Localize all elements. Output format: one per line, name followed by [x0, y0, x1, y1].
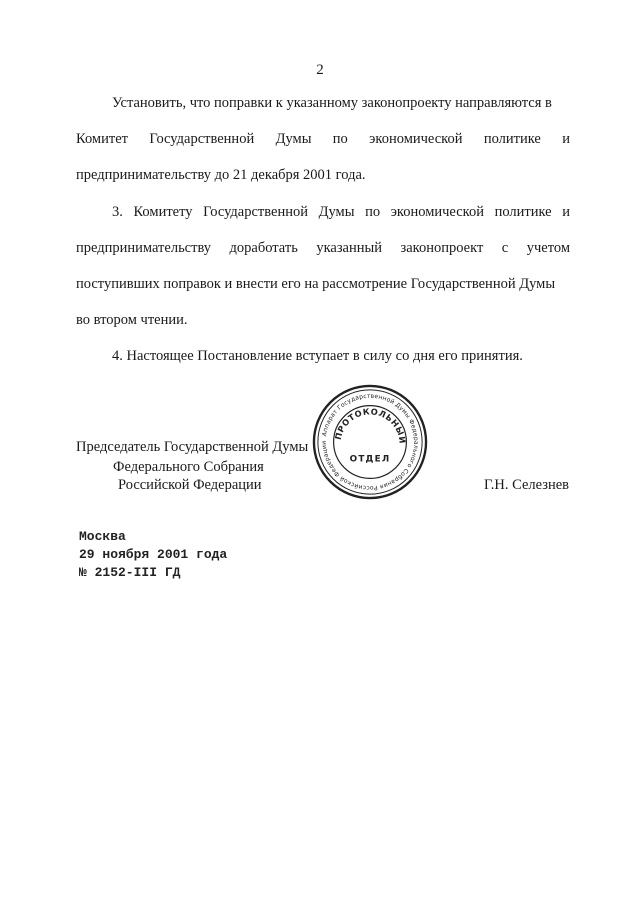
paragraph-3-line-4: во втором чтении. — [76, 312, 188, 328]
paragraph-3-line-2: предпринимательству доработать указанный законопроект с учетом — [76, 240, 570, 256]
document-city: Москва — [79, 529, 126, 544]
paragraph-1-line-3: предпринимательству до 21 декабря 2001 года. — [76, 167, 366, 183]
page-number: 2 — [316, 62, 324, 78]
stamp-inner-text-top: ПРОТОКОЛЬНЫЙ — [332, 406, 408, 445]
signature-title-line-3: Российской Федерации — [118, 477, 262, 493]
signature-title-line-1: Председатель Государственной Думы — [76, 439, 309, 455]
paragraph-3-line-3: поступивших поправок и внести его на рассмотрение Государственной Думы — [76, 276, 556, 292]
paragraph-1-line-2: Комитет Государственной Думы по экономической политике и — [76, 131, 570, 147]
document-date: 29 ноября 2001 года — [79, 547, 228, 562]
paragraph-1-line-1: Установить, что поправки к указанному законопроекту направляются в — [112, 95, 552, 111]
paragraph-4: 4. Настоящее Постановление вступает в силу со дня его принятия. — [112, 348, 523, 364]
paragraph-3-line-1: 3. Комитету Государственной Думы по экономической политике и — [112, 204, 570, 220]
stamp-inner-text-center: ОТДЕЛ — [349, 454, 391, 465]
stamp-outer-text: Аппарат Государственной Думы Федерального Собрания Российской Федерации — [320, 392, 420, 492]
signatory-name: Г.Н. Селезнев — [484, 477, 569, 493]
document-number: № 2152-III ГД — [79, 565, 181, 580]
signature-title-line-2: Федерального Собрания — [113, 459, 264, 475]
official-seal-stamp — [311, 383, 429, 501]
